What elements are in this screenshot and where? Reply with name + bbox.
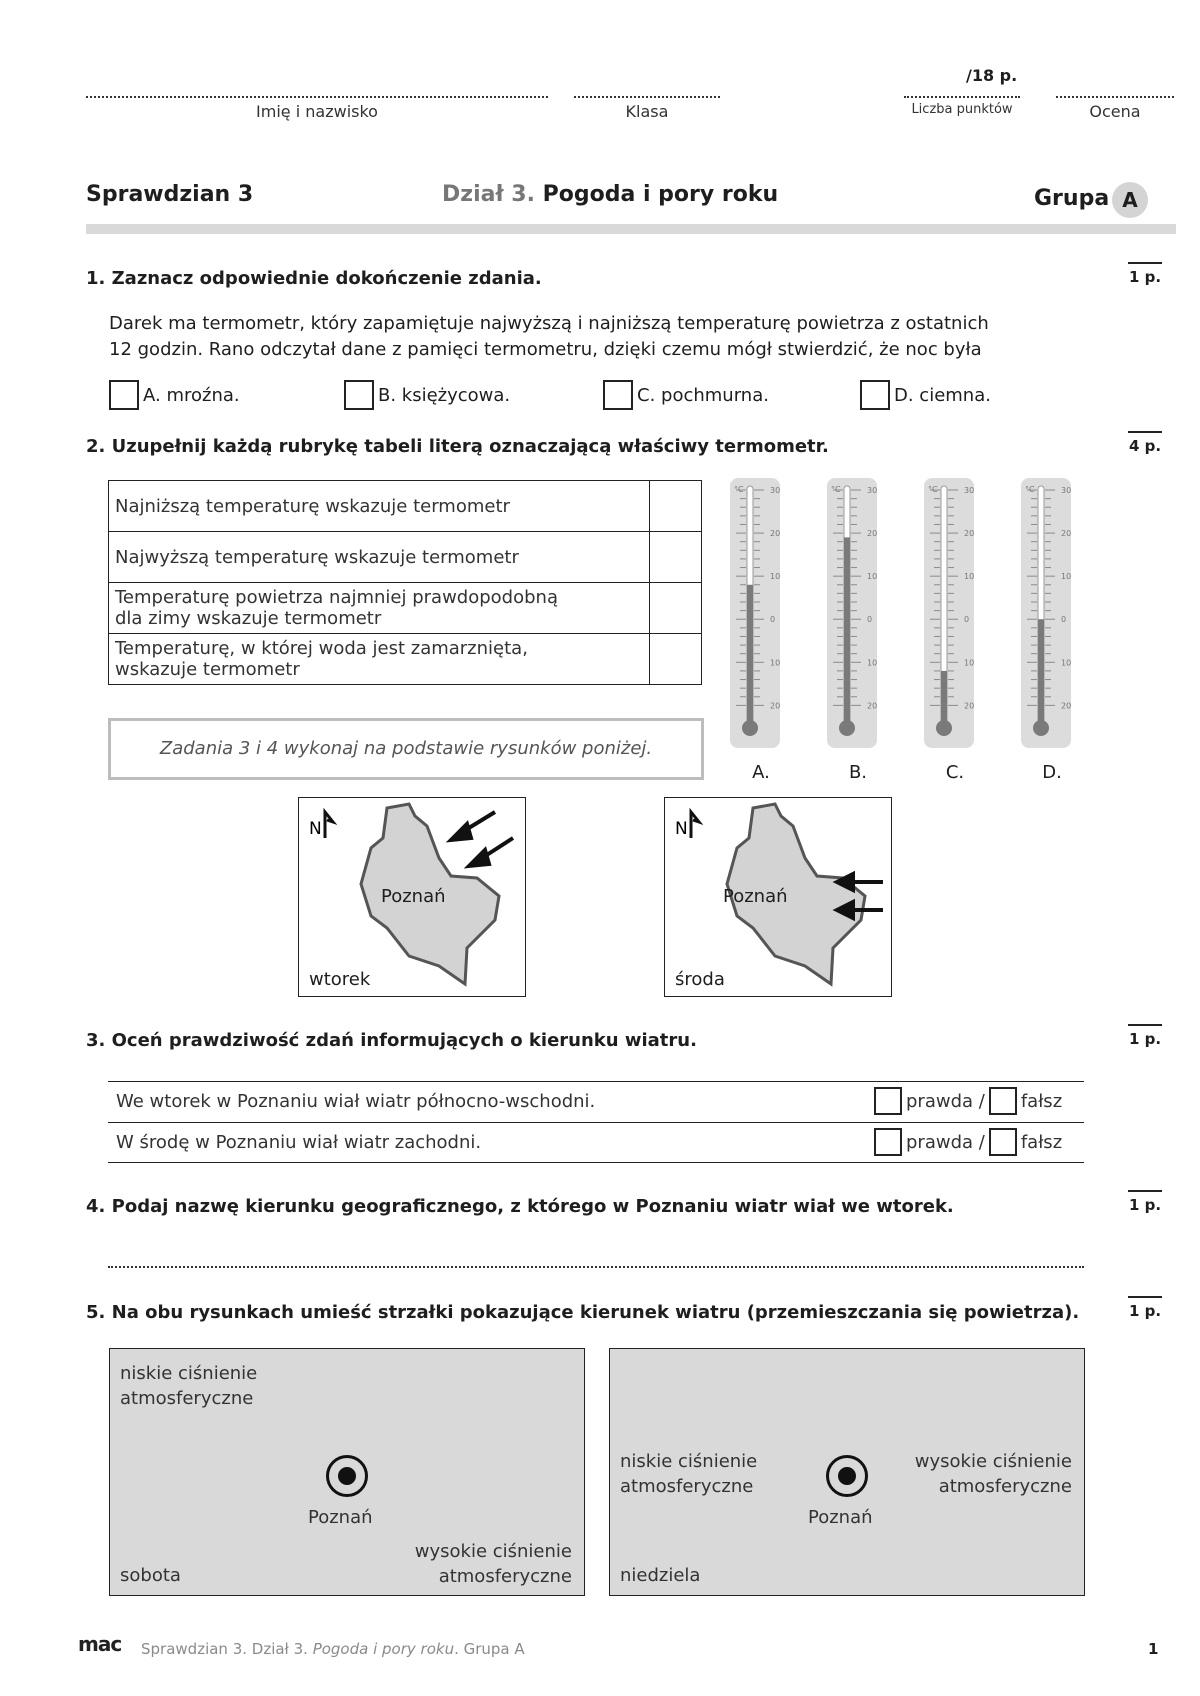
row-text: Temperaturę, w której woda jest zamarznięta, [115, 638, 528, 659]
false-label: fałsz [1020, 1131, 1063, 1153]
city-label: Poznań [808, 1507, 873, 1528]
thermometer-label-a: A. [752, 762, 770, 783]
points-label: Liczba punktów [911, 102, 1013, 117]
scale-unit: °C [734, 485, 744, 494]
text: wysokie ciśnienie [414, 1541, 572, 1562]
statement-text: We wtorek w Poznaniu wiał wiatr północno-wschodni. [116, 1091, 596, 1112]
option-label: C. pochmurna. [637, 384, 769, 406]
row-text: wskazuje termometr [115, 659, 300, 680]
day-label: środa [675, 969, 725, 990]
row-text: Najniższą temperaturę wskazuje termometr [115, 495, 510, 517]
task2-points: 4 p. [1128, 431, 1162, 455]
checkbox[interactable] [344, 380, 374, 410]
scale-label: 30 [770, 486, 781, 495]
true-label: prawda / [906, 1131, 985, 1153]
tf-options [874, 1128, 1062, 1156]
task2-title: 2. Uzupełnij każdą rubrykę tabeli literą oznaczającą właściwy termometr. [86, 436, 829, 457]
thermometer-bulb [742, 720, 758, 736]
class-field[interactable] [574, 96, 720, 98]
points-total: /18 p. [966, 66, 1018, 85]
scale-label: 20 [867, 701, 878, 711]
table-row [109, 583, 702, 634]
name-field[interactable] [86, 96, 548, 98]
grade-field[interactable] [1056, 96, 1174, 98]
scale-unit: °C [831, 485, 841, 494]
thermometer-bulb [936, 720, 952, 736]
thermometer-bulb [839, 720, 855, 736]
scale-label: 10 [770, 572, 781, 582]
thermometers-illustration [730, 478, 1090, 758]
task1-option-b[interactable] [344, 380, 510, 410]
row-text: Najwyższą temperaturę wskazuje termometr [115, 546, 519, 568]
publisher-logo: mac [78, 1632, 122, 1656]
scale-label: 10 [867, 658, 878, 668]
row-label [109, 583, 650, 634]
task1-option-d[interactable] [860, 380, 991, 410]
day-label: wtorek [309, 969, 371, 990]
low-pressure-label [120, 1361, 257, 1411]
text: atmosferyczne [938, 1476, 1072, 1497]
thermometer-fill [844, 537, 850, 726]
scale-label: 20 [770, 529, 781, 539]
text: atmosferyczne [120, 1388, 254, 1409]
footer-end: . Grupa A [454, 1640, 525, 1658]
task1-title: 1. Zaznacz odpowiednie dokończenie zdania. [86, 268, 542, 289]
footer-italic: Pogoda i pory roku [312, 1640, 455, 1658]
tf-row-2 [108, 1122, 1084, 1163]
wind-arrow-icon [451, 812, 513, 866]
scale-label: 0 [867, 615, 873, 625]
task1-points: 1 p. [1128, 262, 1162, 286]
scale-label: 20 [1061, 529, 1072, 539]
checkbox[interactable] [109, 380, 139, 410]
true-checkbox[interactable] [874, 1128, 902, 1156]
title-divider [86, 224, 1176, 234]
false-label: fałsz [1020, 1090, 1063, 1112]
scale-label: 20 [964, 701, 975, 711]
footer-text [141, 1640, 525, 1658]
task5-points: 1 p. [1128, 1296, 1162, 1320]
task1-option-a[interactable] [109, 380, 240, 410]
scale-label: 0 [964, 615, 970, 625]
checkbox[interactable] [603, 380, 633, 410]
text: atmosferyczne [438, 1566, 572, 1587]
city-label: Poznań [381, 886, 446, 907]
table-row [109, 634, 702, 685]
scale-label: 10 [964, 572, 975, 582]
true-checkbox[interactable] [874, 1087, 902, 1115]
statement-text: W środę w Poznaniu wiał wiatr zachodni. [116, 1132, 482, 1153]
scale-label: 20 [1061, 701, 1072, 711]
group-word: Grupa [1034, 186, 1110, 211]
answer-cell[interactable] [650, 634, 702, 685]
task1-text-2: 12 godzin. Rano odczytał dane z pamięci termometru, dzięki czemu mógł stwierdzić, że noc była [109, 339, 982, 360]
map-wednesday [664, 797, 892, 997]
day-label: niedziela [620, 1565, 701, 1586]
answer-cell[interactable] [650, 481, 702, 532]
city-label: Poznań [723, 886, 788, 907]
north-arrow-icon [325, 812, 333, 838]
north-mark: N [675, 819, 688, 839]
scale-unit: °C [928, 485, 938, 494]
pressure-box-sunday[interactable] [609, 1348, 1085, 1596]
task3-title: 3. Oceń prawdziwość zdań informujących o kierunku wiatru. [86, 1030, 697, 1051]
name-label: Imię i nazwisko [256, 102, 378, 121]
north-mark: N [309, 819, 322, 839]
tf-options [874, 1087, 1062, 1115]
text: wysokie ciśnienie [914, 1451, 1072, 1472]
task4-points: 1 p. [1128, 1190, 1162, 1214]
map-tuesday [298, 797, 526, 997]
pressure-box-saturday[interactable] [109, 1348, 585, 1596]
task4-answer-line[interactable] [108, 1266, 1084, 1268]
thermometer-fill [941, 671, 947, 726]
footer-plain: Sprawdzian 3. Dział 3. [141, 1640, 308, 1658]
high-pressure-label [415, 1539, 572, 1589]
scale-label: 20 [867, 529, 878, 539]
thermometer-fill [1038, 619, 1044, 726]
thermometer-bulb [1033, 720, 1049, 736]
scale-label: 10 [1061, 572, 1072, 582]
row-text: Temperaturę powietrza najmniej prawdopodobną [115, 587, 558, 608]
table-row [109, 481, 702, 532]
points-field[interactable] [904, 96, 1020, 98]
answer-cell[interactable] [650, 532, 702, 583]
day-label: sobota [120, 1565, 181, 1586]
info-box: Zadania 3 i 4 wykonaj na podstawie rysunków poniżej. [108, 718, 704, 780]
section-prefix: Dział 3. [442, 182, 535, 207]
scale-label: 30 [964, 486, 975, 495]
scale-label: 0 [1061, 615, 1067, 625]
high-pressure-label [915, 1449, 1072, 1499]
scale-label: 10 [770, 658, 781, 668]
text: niskie ciśnienie [120, 1363, 258, 1384]
task1-option-c[interactable] [603, 380, 769, 410]
thermometer-table [108, 480, 702, 685]
text: niskie ciśnienie [620, 1451, 758, 1472]
tf-row-1 [108, 1081, 1084, 1122]
city-marker-icon [326, 1455, 368, 1497]
grade-label: Ocena [1089, 102, 1141, 121]
city-marker-icon [826, 1455, 868, 1497]
low-pressure-label [620, 1449, 757, 1499]
scale-label: 20 [770, 701, 781, 711]
scale-label: 10 [964, 658, 975, 668]
checkbox[interactable] [860, 380, 890, 410]
task1-text-1: Darek ma termometr, który zapamiętuje najwyższą i najniższą temperaturę powietrza z ostatnich [109, 313, 989, 334]
answer-cell[interactable] [650, 583, 702, 634]
task5-title: 5. Na obu rysunkach umieść strzałki pokazujące kierunek wiatru (przemieszczania się powietrza). [86, 1302, 1080, 1323]
class-label: Klasa [625, 102, 669, 121]
text: atmosferyczne [620, 1476, 754, 1497]
section-title [442, 182, 778, 207]
scale-label: 10 [867, 572, 878, 582]
row-text: dla zimy wskazuje termometr [115, 608, 382, 629]
row-label [109, 532, 650, 583]
city-label: Poznań [308, 1507, 373, 1528]
task3-points: 1 p. [1128, 1024, 1162, 1048]
north-arrow-icon [691, 812, 699, 838]
scale-label: 20 [964, 529, 975, 539]
scale-label: 30 [1061, 486, 1072, 495]
thermometer-fill [747, 585, 753, 726]
thermometer-label-d: D. [1042, 762, 1062, 783]
row-label [109, 481, 650, 532]
group-badge: A [1112, 182, 1148, 218]
test-title: Sprawdzian 3 [86, 182, 254, 207]
section-name: Pogoda i pory roku [542, 182, 779, 207]
false-checkbox[interactable] [989, 1087, 1017, 1115]
scale-unit: °C [1025, 485, 1035, 494]
scale-label: 30 [867, 486, 878, 495]
page-number: 1 [1148, 1640, 1159, 1658]
option-label: A. mroźna. [143, 384, 240, 406]
row-label [109, 634, 650, 685]
option-label: D. ciemna. [894, 384, 991, 406]
thermometer-label-c: C. [945, 762, 965, 783]
true-label: prawda / [906, 1090, 985, 1112]
scale-label: 0 [770, 615, 776, 625]
table-row [109, 532, 702, 583]
thermometer-label-b: B. [848, 762, 868, 783]
false-checkbox[interactable] [989, 1128, 1017, 1156]
scale-label: 10 [1061, 658, 1072, 668]
option-label: B. księżycowa. [378, 384, 511, 406]
task4-title: 4. Podaj nazwę kierunku geograficznego, z którego w Poznaniu wiatr wiał we wtorek. [86, 1196, 954, 1217]
